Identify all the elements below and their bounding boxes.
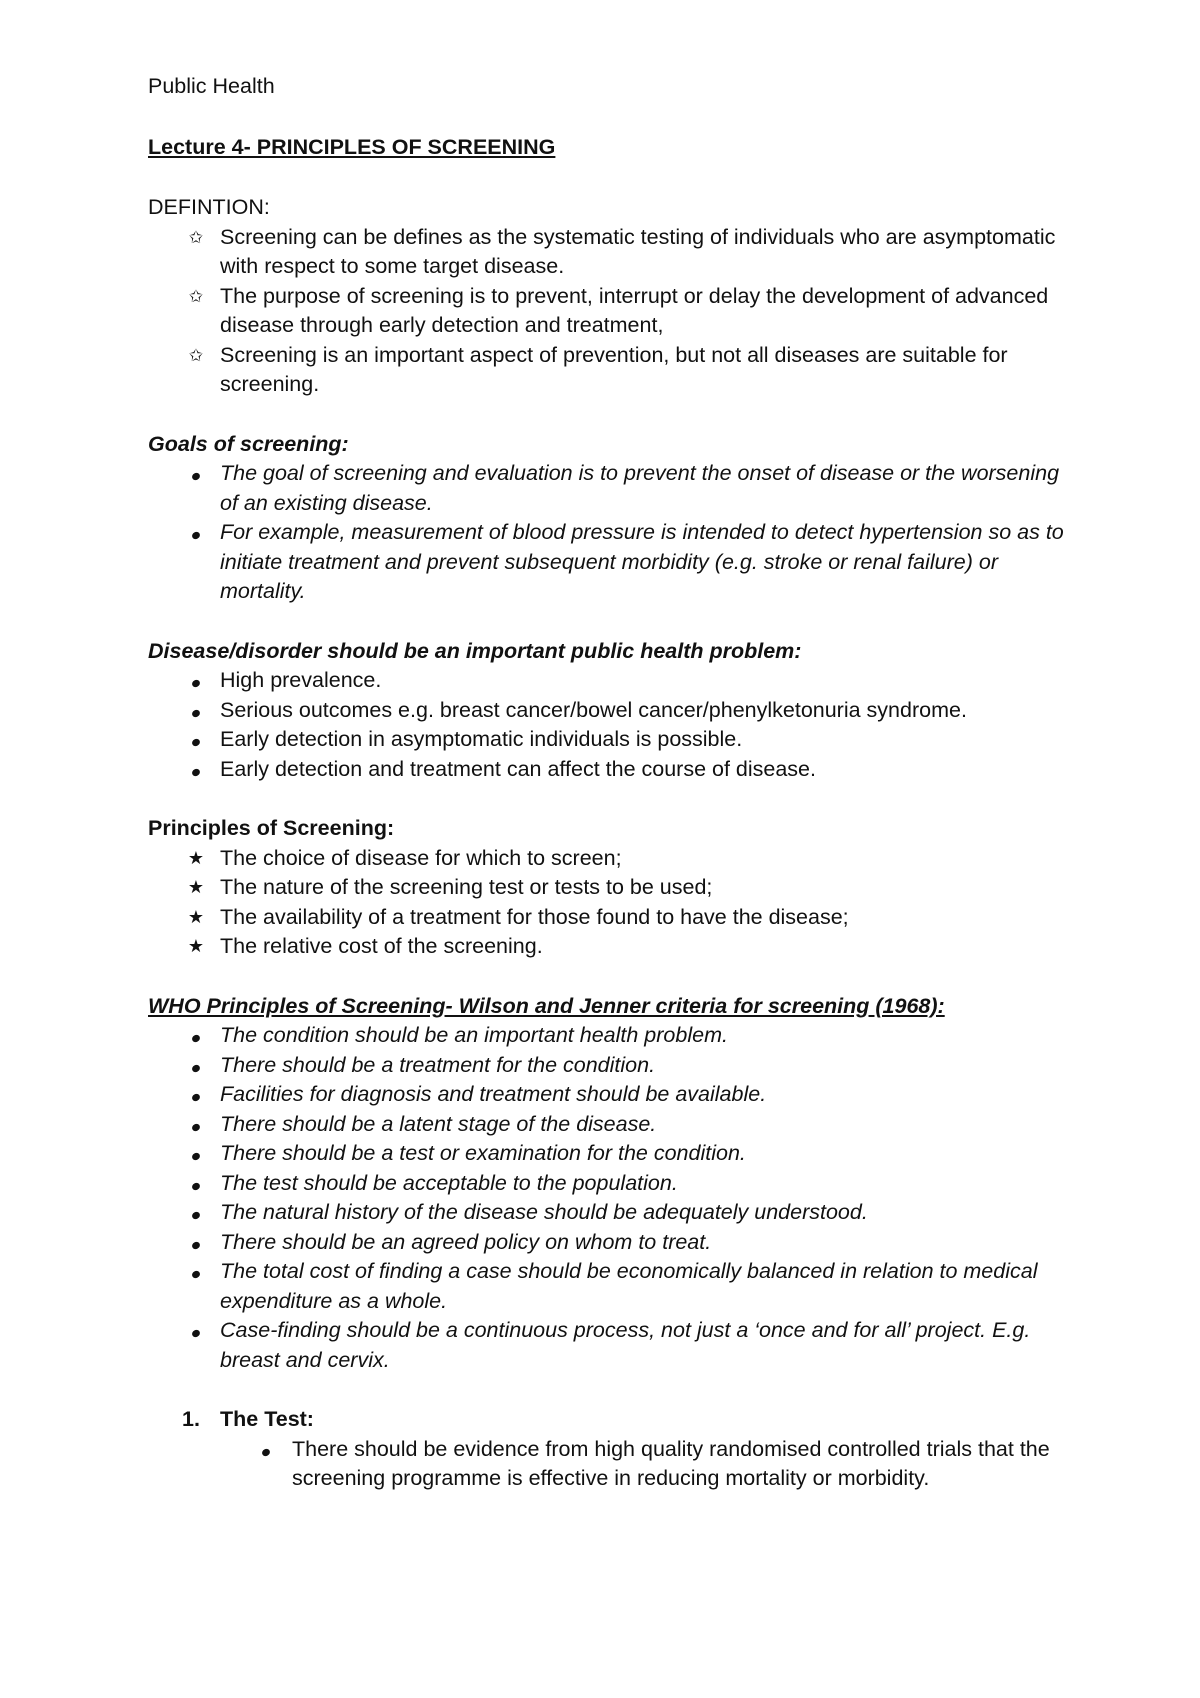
list-item: There should be a latent stage of the disease. bbox=[148, 1110, 1078, 1140]
bullet-dot-icon bbox=[186, 1169, 206, 1199]
definition-list bbox=[148, 223, 1078, 400]
list-item: There should be an agreed policy on whom to treat. bbox=[148, 1228, 1078, 1258]
outline-star-icon: ✩ bbox=[188, 345, 204, 365]
bullet-dot-icon bbox=[186, 1198, 206, 1228]
list-item: ★ The nature of the screening test or tests to be used; bbox=[148, 873, 1078, 903]
list-item: Facilities for diagnosis and treatment should be available. bbox=[148, 1080, 1078, 1110]
page-header: Public Health bbox=[148, 74, 275, 98]
bullet-dot-icon bbox=[186, 1110, 206, 1140]
disease-heading: Disease/disorder should be an important public health problem: bbox=[148, 638, 802, 663]
list-item: The total cost of finding a case should be economically balanced in relation to medical expenditure as a whole. bbox=[148, 1257, 1078, 1316]
bullet-dot-icon bbox=[186, 1228, 206, 1258]
who-list bbox=[148, 1021, 1078, 1375]
bullet-dot-icon bbox=[186, 518, 206, 548]
bullet-dot-icon bbox=[186, 755, 206, 785]
list-item: There should be evidence from high quality randomised controlled trials that the screening programme is effective in reducing mortality or morbidity. bbox=[148, 1435, 1078, 1494]
bullet-dot-icon bbox=[186, 1139, 206, 1169]
solid-star-icon: ★ bbox=[187, 877, 205, 897]
outline-star-icon: ✩ bbox=[188, 227, 204, 247]
principles-heading: Principles of Screening: bbox=[148, 816, 395, 840]
list-item: ✩ Screening is an important aspect of prevention, but not all diseases are suitable for screening. bbox=[148, 341, 1078, 400]
who-heading: WHO Principles of Screening- Wilson and Jenner criteria for screening (1968): bbox=[148, 993, 945, 1018]
list-item: ★ The choice of disease for which to screen; bbox=[148, 844, 1078, 874]
list-item: The goal of screening and evaluation is to prevent the onset of disease or the worsening of an existing disease. bbox=[148, 459, 1078, 518]
list-item: Early detection in asymptomatic individuals is possible. bbox=[148, 725, 1078, 755]
outline-star-icon: ✩ bbox=[188, 286, 204, 306]
bullet-dot-icon bbox=[186, 1316, 206, 1346]
list-item: Case-finding should be a continuous process, not just a ‘once and for all’ project. E.g. breast and cervix. bbox=[148, 1316, 1078, 1375]
disease-list bbox=[148, 666, 1078, 784]
list-item: For example, measurement of blood pressure is intended to detect hypertension so as to initiate treatment and prevent subsequent morbidity (e.g. stroke or renal failure) or mortality. bbox=[148, 518, 1078, 607]
solid-star-icon: ★ bbox=[187, 936, 205, 956]
bullet-dot-icon bbox=[186, 1051, 206, 1081]
list-item: Early detection and treatment can affect the course of disease. bbox=[148, 755, 1078, 785]
document-body bbox=[148, 72, 1078, 1494]
goals-heading: Goals of screening: bbox=[148, 431, 349, 456]
list-item: High prevalence. bbox=[148, 666, 1078, 696]
list-item: The test should be acceptable to the population. bbox=[148, 1169, 1078, 1199]
list-item: The natural history of the disease should be adequately understood. bbox=[148, 1198, 1078, 1228]
list-item: ✩ Screening can be defines as the systematic testing of individuals who are asymptomatic with respect to some target disease. bbox=[148, 223, 1078, 282]
solid-star-icon: ★ bbox=[187, 847, 205, 868]
list-number: 1. bbox=[182, 1407, 200, 1431]
bullet-dot-icon bbox=[256, 1435, 276, 1465]
list-item: ★ The availability of a treatment for those found to have the disease; bbox=[148, 903, 1078, 933]
bullet-dot-icon bbox=[186, 696, 206, 726]
list-item: There should be a treatment for the condition. bbox=[148, 1051, 1078, 1081]
bullet-dot-icon bbox=[186, 1021, 206, 1051]
definition-heading: DEFINTION: bbox=[148, 195, 270, 219]
list-item: There should be a test or examination for the condition. bbox=[148, 1139, 1078, 1169]
test-list bbox=[148, 1435, 1078, 1494]
bullet-dot-icon bbox=[186, 1080, 206, 1110]
list-item: ✩ The purpose of screening is to prevent, interrupt or delay the development of advanced disease through early detection and treatment, bbox=[148, 282, 1078, 341]
bullet-dot-icon bbox=[186, 666, 206, 696]
test-heading: 1. The Test: bbox=[148, 1405, 1078, 1435]
bullet-dot-icon bbox=[186, 725, 206, 755]
list-item: The condition should be an important health problem. bbox=[148, 1021, 1078, 1051]
goals-list bbox=[148, 459, 1078, 607]
principles-list bbox=[148, 844, 1078, 962]
list-item: Serious outcomes e.g. breast cancer/bowel cancer/phenylketonuria syndrome. bbox=[148, 696, 1078, 726]
lecture-title: Lecture 4- PRINCIPLES OF SCREENING bbox=[148, 134, 556, 159]
list-item: ★ The relative cost of the screening. bbox=[148, 932, 1078, 962]
solid-star-icon: ★ bbox=[187, 906, 205, 927]
bullet-dot-icon bbox=[186, 1257, 206, 1287]
bullet-dot-icon bbox=[186, 459, 206, 489]
